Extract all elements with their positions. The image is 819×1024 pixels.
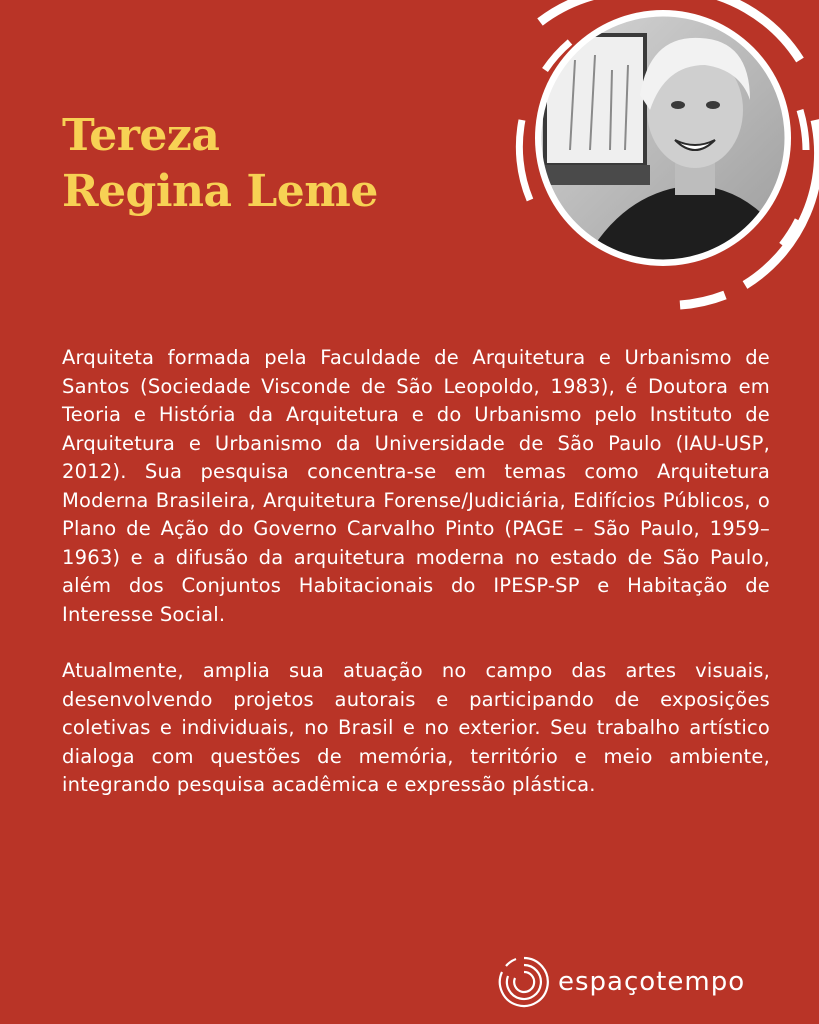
brand-logo	[496, 952, 745, 1012]
spiral-circle-icon	[496, 954, 552, 1010]
portrait-frame	[500, 0, 819, 320]
brand-name: espaçotempo	[558, 967, 746, 997]
portrait-graphic	[500, 0, 819, 320]
bio-paragraph-2: Atualmente, amplia sua atuação no campo das artes visuais, desenvolvendo projetos autorais e participando de exposições coletivas e individuais, no Brasil e no exterior. Seu trabalho artístico dialoga com questões de memória, território e meio ambiente, integrando pesquisa acadêmica e expressão plástica.	[62, 659, 770, 796]
biography	[62, 344, 770, 828]
bio-paragraph-1: Arquiteta formada pela Faculdade de Arquitetura e Urbanismo de Santos (Sociedade Visconde de São Leopoldo, 1983), é Doutora em Teoria e História da Arquitetura e do Urbanismo pelo Instituto de Arquitetura e Urbanismo da Universidade de São Paulo (IAU-USP, 2012). Sua pesquisa concentra-se em temas como Arquitetura Moderna Brasileira, Arquitetura Forense/Judiciária, Edifícios Públicos, o Plano de Ação do Governo Carvalho Pinto (PAGE – São Paulo, 1959–1963) e a difusão da arquitetura moderna no estado de São Paulo, além dos Conjuntos Habitacionais do IPESP-SP e Habitação de Interesse Social.	[62, 346, 770, 626]
profile-name	[62, 108, 378, 220]
name-line-2: Regina Leme	[62, 166, 378, 217]
name-line-1: Tereza	[62, 110, 220, 161]
portrait-photo	[530, 10, 800, 270]
